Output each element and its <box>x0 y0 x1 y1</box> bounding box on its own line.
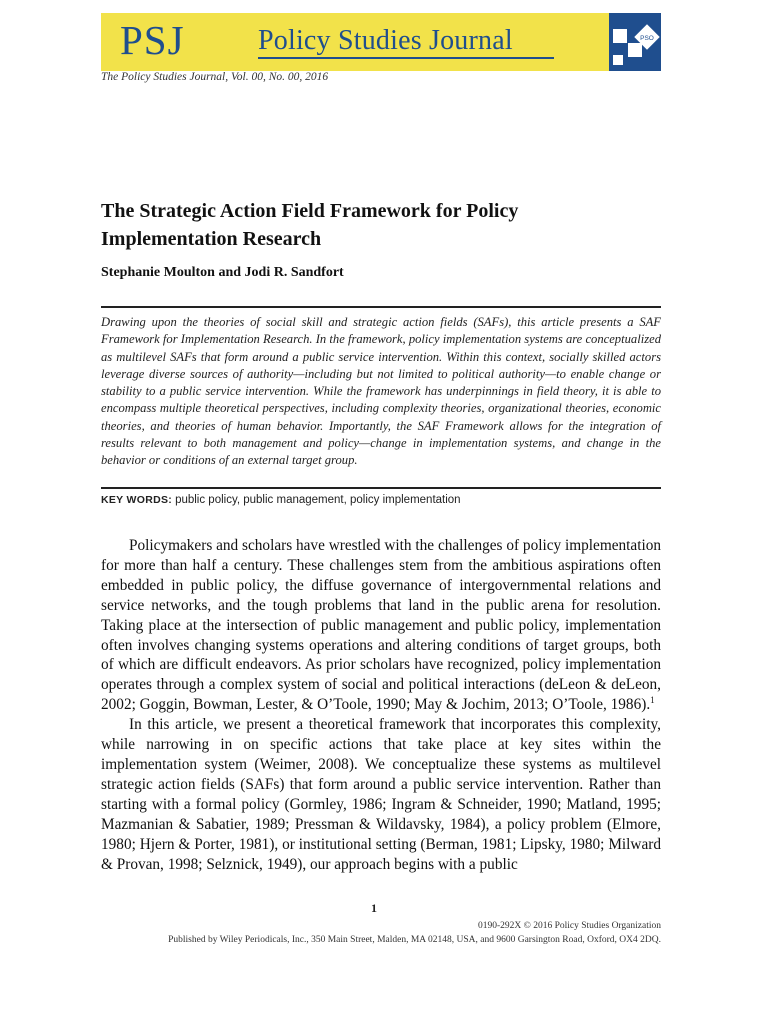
logo-text: PSO <box>640 35 654 42</box>
page-number: 1 <box>371 901 377 915</box>
abstract-top-rule <box>101 306 661 308</box>
abstract-bottom-rule <box>101 487 661 489</box>
body-text <box>101 536 661 874</box>
banner-rule <box>258 57 554 59</box>
running-head: The Policy Studies Journal, Vol. 00, No. 00, 2016 <box>101 71 329 83</box>
journal-abbrev: PSJ <box>120 17 185 63</box>
journal-banner <box>101 13 661 71</box>
paragraph-1 <box>101 536 661 715</box>
copyright-line: 0190-292X © 2016 Policy Studies Organization <box>477 921 661 931</box>
pso-logo-icon <box>609 13 661 71</box>
abstract: Drawing upon the theories of social skill and strategic action fields (SAFs), this article presents a SAF Framework for Implementation Research. In the framework, policy implementation systems are conceptualized as multilevel SAFs that form around a public service intervention. Within this context, socially skilled actors leverage diverse sources of authority—including but not limited to political authority—to enable change or stability to a public service intervention. While the framework has underpinnings in field theory, it is able to encompass multiple theoretical perspectives, including complexity theories, organizational theories, economic theories, and theories of human behavior. Importantly, the SAF Framework allows for the integration of results relevant to both management and policy—change in implementation systems, and change in the behavior or conditions of an external target group. <box>101 315 661 468</box>
keywords-line <box>101 492 461 507</box>
journal-name: Policy Studies Journal <box>258 25 513 56</box>
keywords-text: public policy, public management, policy implementation <box>175 494 461 506</box>
paragraph-1-text: Policymakers and scholars have wrestled with the challenges of policy implementation for more than half a century. These challenges stem from the ambitious aspirations often embedded in public policy, the diffuse governance of intergovernmental relations and service networks, and the tough problems that land in the public arena for resolution. Taking place at the intersection of public management and public policy, implementation often involves changing systems operations and altering conditions of target groups, both of which are difficult endeavors. As prior scholars have recognized, policy implementation operates through a complex system of social and political interactions (deLeon & deLeon, 2002; Goggin, Bowman, Lester, & O’Toole, 1990; May & Jochim, 2013; O’Toole, 1986). <box>101 537 661 714</box>
publisher-line: Published by Wiley Periodicals, Inc., 350 Main Street, Malden, MA 02148, USA, and 9600 Garsington Road, Oxford, OX4 2DQ. <box>168 935 661 945</box>
pso-logo <box>609 13 661 71</box>
keywords-label: KEY WORDS: <box>101 494 173 506</box>
article-title: The Strategic Action Field Framework for Policy Implementation Research <box>101 200 519 250</box>
article-authors: Stephanie Moulton and Jodi R. Sandfort <box>101 265 344 280</box>
footnote-marker[interactable]: 1 <box>650 695 655 706</box>
paragraph-2: In this article, we present a theoretical framework that incorporates this complexity, while narrowing in on specific actions that take place at key sites within the implementation system (Weimer, 2008). We conceptualize these systems as multilevel strategic action fields (SAFs) that form around a public service intervention. Rather than starting with a formal policy (Gormley, 1986; Ingram & Schneider, 1990; Matland, 1995; Mazmanian & Sabatier, 1989; Pressman & Wildavsky, 1984), a policy problem (Elmore, 1980; Hjern & Porter, 1981), or institutional setting (Berman, 1981; Lipsky, 1980; Milward & Provan, 1998; Selznick, 1949), our approach begins with a public <box>101 716 661 873</box>
